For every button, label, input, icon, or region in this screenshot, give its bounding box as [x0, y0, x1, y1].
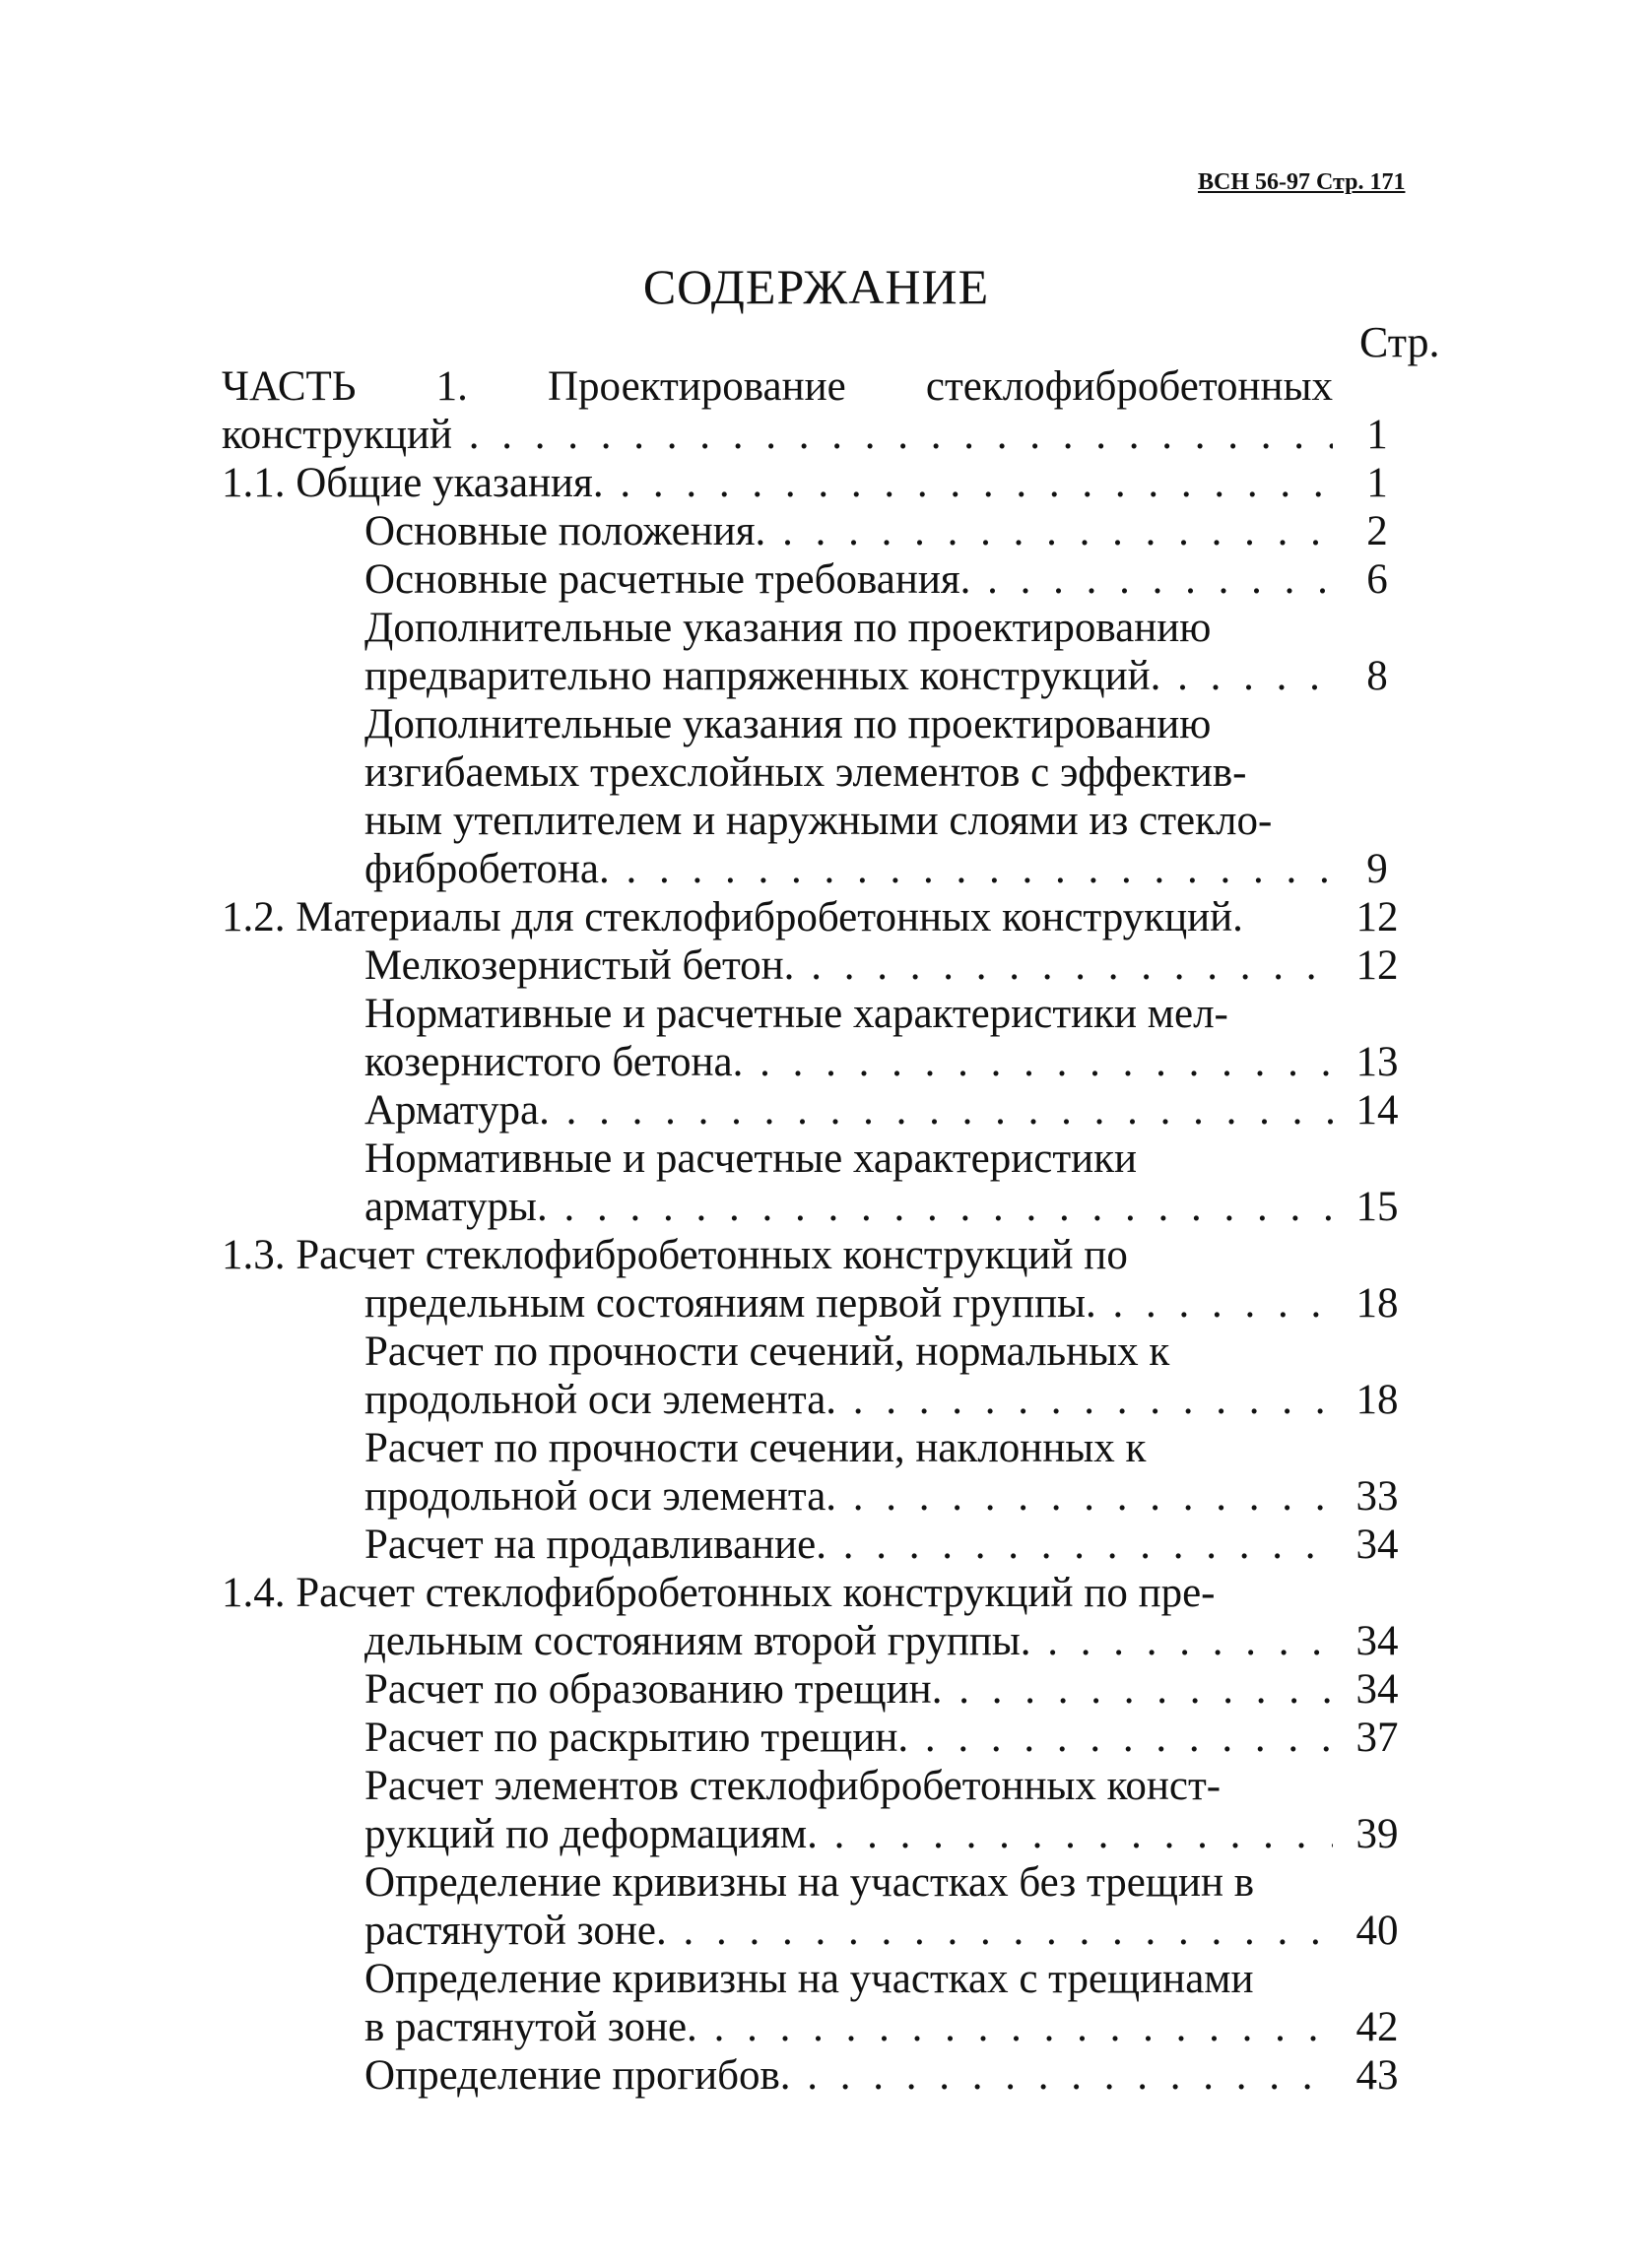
toc-entry-line: Расчет по образованию трещин. . . . — [364, 1665, 1333, 1714]
toc-entry[interactable] — [222, 1134, 1453, 1231]
toc-page-number: 12 — [1355, 942, 1399, 989]
toc-entry-line: Определение прогибов. . . . — [364, 2051, 1333, 2100]
part-heading-last-line: конструкций . . . — [222, 411, 1333, 459]
document-code-header: ВСН 56-97 Стр. 171 — [1198, 169, 1406, 195]
toc-page-number: 40 — [1355, 1908, 1399, 1954]
toc-entry-line: Расчет по прочности сечении, наклонных к — [364, 1425, 1147, 1471]
toc-entry[interactable] — [222, 1231, 1453, 1328]
toc-entry-line: Определение кривизны на участках с трещинами — [364, 1956, 1254, 2002]
toc-page-number: 34 — [1355, 1522, 1399, 1568]
toc-entry-text — [222, 1858, 1333, 1955]
toc-entry-line: арматуры. . . . — [364, 1183, 1333, 1231]
toc-entry-line: Нормативные и расчетные характеристики мел- — [364, 991, 1228, 1037]
toc-entry-line: Мелкозернистый бетон. . . . — [364, 941, 1333, 990]
toc-page-number: 12 — [1355, 894, 1399, 940]
toc-entry-line: Определение кривизны на участках без трещин в — [364, 1859, 1255, 1906]
toc-entry-text — [222, 1762, 1333, 1858]
toc-entry-line: ным утеплителем и наружными слоями из стекло- — [364, 798, 1273, 844]
toc-entry[interactable] — [222, 507, 1453, 555]
toc-entry-line: Арматура. . . . — [364, 1086, 1333, 1134]
toc-entry-line: в растянутой зоне. . . . — [364, 2003, 1333, 2051]
toc-entry-line: Расчет на продавливание. . . . — [364, 1521, 1333, 1569]
toc-entry-text — [222, 1328, 1333, 1424]
part-word: Проектирование — [548, 363, 846, 410]
toc-entry[interactable] — [222, 2051, 1453, 2100]
toc-entry-line: 1.2. Материалы для стеклофибробетонных конструкций. — [222, 894, 1243, 940]
toc-entry-text — [222, 700, 1333, 893]
page-column-label: Стр. — [1359, 318, 1440, 366]
toc-entry-text — [222, 1714, 1333, 1762]
toc-page-number: 1 — [1366, 412, 1388, 458]
toc-entry-line: Дополнительные указания по проектированию — [364, 701, 1212, 747]
toc-entry-line: Основные положения. . . . — [364, 507, 1333, 555]
toc-page-number: 2 — [1366, 508, 1388, 554]
toc-entry[interactable] — [222, 555, 1453, 604]
toc-page-number: 18 — [1355, 1377, 1399, 1423]
toc-entry-text — [222, 1569, 1333, 1665]
toc-entry[interactable] — [222, 700, 1453, 893]
toc-entry-text — [222, 1955, 1333, 2051]
toc-entry-text — [222, 1521, 1333, 1569]
toc-entry-text — [222, 1086, 1333, 1134]
toc-page-number: 34 — [1355, 1618, 1399, 1664]
toc-entry-line: дельным состояниям второй группы. . . . — [222, 1617, 1333, 1665]
part-heading-line — [222, 362, 1333, 411]
toc-entry[interactable] — [222, 1955, 1453, 2051]
toc-entry-text — [222, 507, 1333, 555]
toc-entry-text — [222, 555, 1333, 604]
toc-page-number: 18 — [1355, 1280, 1399, 1327]
toc-entry-line: Основные расчетные требования. . . . — [364, 555, 1333, 604]
toc-entry-text — [222, 990, 1333, 1086]
toc-entry-text — [222, 604, 1333, 700]
toc-entry-line: растянутой зоне. . . . — [364, 1907, 1333, 1955]
toc-entry-line: предельным состояниям первой группы. . . . — [222, 1279, 1333, 1328]
toc-page-number: 37 — [1355, 1715, 1399, 1761]
toc-page-number: 43 — [1355, 2052, 1399, 2099]
toc-entry[interactable] — [222, 1858, 1453, 1955]
table-of-contents — [222, 362, 1453, 2100]
toc-page-number: 42 — [1355, 2004, 1399, 2050]
toc-entry-text — [222, 1134, 1333, 1231]
toc-entry-line: фибробетона. . . . — [364, 845, 1333, 893]
toc-entry-text — [222, 1424, 1333, 1521]
toc-page-number: 33 — [1355, 1473, 1399, 1520]
toc-entry-text — [222, 1231, 1333, 1328]
toc-entry-text — [222, 941, 1333, 990]
part-word: 1. — [435, 363, 468, 410]
toc-entry-line: продольной оси элемента. . . . — [364, 1472, 1333, 1521]
toc-entry-line: продольной оси элемента. . . . — [364, 1376, 1333, 1424]
toc-page-number: 9 — [1366, 846, 1388, 892]
toc-entry[interactable] — [222, 1665, 1453, 1714]
toc-entry[interactable] — [222, 1521, 1453, 1569]
toc-page-number: 6 — [1366, 556, 1388, 603]
toc-page-number: 15 — [1355, 1184, 1399, 1230]
toc-page-number: 39 — [1355, 1811, 1399, 1857]
toc-entry-line: 1.3. Расчет стеклофибробетонных конструкций по — [222, 1232, 1128, 1278]
toc-entry-line: 1.1. Общие указания. . . . — [222, 459, 1333, 507]
part-word: ЧАСТЬ — [222, 363, 357, 410]
toc-entry-line: козернистого бетона. . . . — [364, 1038, 1333, 1086]
toc-entry[interactable] — [222, 893, 1453, 941]
toc-entry[interactable] — [222, 459, 1453, 507]
toc-entry[interactable] — [222, 1328, 1453, 1424]
toc-entry[interactable] — [222, 1086, 1453, 1134]
toc-entry-line: Нормативные и расчетные характеристики — [364, 1135, 1138, 1182]
toc-entry-line: Расчет по раскрытию трещин. . . . — [364, 1714, 1333, 1762]
toc-entry-line: предварительно напряженных конструкций. . . . — [364, 652, 1333, 700]
toc-entry-part[interactable] — [222, 362, 1453, 459]
toc-page-number: 8 — [1366, 653, 1388, 699]
toc-entry-text — [222, 459, 1333, 507]
toc-entry[interactable] — [222, 1762, 1453, 1858]
toc-entry-text — [222, 1665, 1333, 1714]
toc-entry-line: рукций по деформациям. . . . — [364, 1810, 1333, 1858]
toc-page-number: 34 — [1355, 1666, 1399, 1713]
toc-entry-line: Расчет по прочности сечений, нормальных к — [364, 1328, 1170, 1375]
toc-entry-line: 1.4. Расчет стеклофибробетонных конструкций по пре- — [222, 1570, 1216, 1616]
toc-entry-line: изгибаемых трехслойных элементов с эффектив- — [364, 749, 1247, 796]
page-title-text: СОДЕРЖАНИЕ — [642, 259, 990, 314]
part-word: стеклофибробетонных — [925, 363, 1333, 410]
toc-entry[interactable] — [222, 604, 1453, 700]
toc-entry-line: Расчет элементов стеклофибробетонных конст- — [364, 1763, 1222, 1809]
toc-entry[interactable] — [222, 1569, 1453, 1665]
toc-entry-text — [222, 2051, 1333, 2100]
toc-entry[interactable] — [222, 990, 1453, 1086]
toc-entry-line: Дополнительные указания по проектированию — [364, 605, 1212, 651]
page-title — [0, 258, 1652, 315]
toc-entry[interactable] — [222, 1424, 1453, 1521]
toc-page-number: 1 — [1366, 460, 1388, 506]
toc-entry[interactable] — [222, 1714, 1453, 1762]
toc-entry[interactable] — [222, 941, 1453, 990]
toc-page-number: 14 — [1355, 1087, 1399, 1134]
toc-entry-text — [222, 893, 1333, 941]
toc-page-number: 13 — [1355, 1039, 1399, 1085]
